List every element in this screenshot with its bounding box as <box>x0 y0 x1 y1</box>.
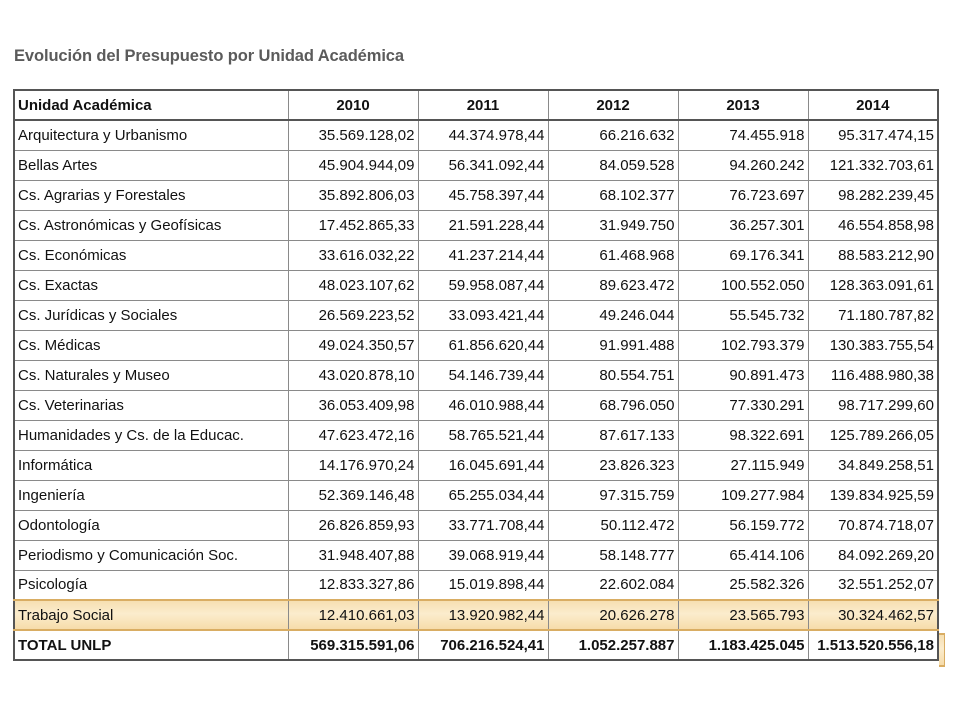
budget-value-cell: 97.315.759 <box>548 480 678 510</box>
table-row <box>14 600 938 630</box>
highlight-row-edge <box>939 633 945 667</box>
budget-value-cell: 95.317.474,15 <box>808 120 938 150</box>
unit-name-cell: Trabajo Social <box>14 600 288 630</box>
budget-table <box>13 89 939 661</box>
budget-value-cell: 21.591.228,44 <box>418 210 548 240</box>
budget-value-cell: 52.369.146,48 <box>288 480 418 510</box>
budget-value-cell: 569.315.591,06 <box>288 630 418 660</box>
column-header-year: 2011 <box>418 90 548 120</box>
budget-value-cell: 25.582.326 <box>678 570 808 600</box>
budget-value-cell: 23.565.793 <box>678 600 808 630</box>
total-row <box>14 630 938 660</box>
budget-value-cell: 100.552.050 <box>678 270 808 300</box>
budget-value-cell: 76.723.697 <box>678 180 808 210</box>
unit-name-cell: Informática <box>14 450 288 480</box>
budget-value-cell: 1.513.520.556,18 <box>808 630 938 660</box>
column-header-year: 2012 <box>548 90 678 120</box>
budget-value-cell: 102.793.379 <box>678 330 808 360</box>
budget-value-cell: 84.092.269,20 <box>808 540 938 570</box>
budget-value-cell: 33.616.032,22 <box>288 240 418 270</box>
budget-value-cell: 65.414.106 <box>678 540 808 570</box>
table-row <box>14 150 938 180</box>
budget-value-cell: 43.020.878,10 <box>288 360 418 390</box>
budget-value-cell: 36.257.301 <box>678 210 808 240</box>
budget-value-cell: 33.093.421,44 <box>418 300 548 330</box>
budget-value-cell: 12.833.327,86 <box>288 570 418 600</box>
budget-value-cell: 32.551.252,07 <box>808 570 938 600</box>
budget-value-cell: 45.904.944,09 <box>288 150 418 180</box>
budget-value-cell: 50.112.472 <box>548 510 678 540</box>
budget-value-cell: 26.569.223,52 <box>288 300 418 330</box>
table-row <box>14 480 938 510</box>
unit-name-cell: Cs. Exactas <box>14 270 288 300</box>
budget-value-cell: 47.623.472,16 <box>288 420 418 450</box>
budget-value-cell: 68.102.377 <box>548 180 678 210</box>
budget-value-cell: 46.010.988,44 <box>418 390 548 420</box>
budget-value-cell: 36.053.409,98 <box>288 390 418 420</box>
budget-value-cell: 54.146.739,44 <box>418 360 548 390</box>
budget-value-cell: 49.024.350,57 <box>288 330 418 360</box>
budget-value-cell: 22.602.084 <box>548 570 678 600</box>
budget-value-cell: 74.455.918 <box>678 120 808 150</box>
budget-value-cell: 23.826.323 <box>548 450 678 480</box>
budget-value-cell: 61.856.620,44 <box>418 330 548 360</box>
unit-name-cell: Cs. Económicas <box>14 240 288 270</box>
table-row <box>14 360 938 390</box>
table-row <box>14 540 938 570</box>
table-row <box>14 330 938 360</box>
budget-value-cell: 31.949.750 <box>548 210 678 240</box>
budget-value-cell: 35.569.128,02 <box>288 120 418 150</box>
table-row <box>14 510 938 540</box>
budget-value-cell: 69.176.341 <box>678 240 808 270</box>
budget-value-cell: 98.282.239,45 <box>808 180 938 210</box>
unit-name-cell: Periodismo y Comunicación Soc. <box>14 540 288 570</box>
budget-value-cell: 27.115.949 <box>678 450 808 480</box>
budget-value-cell: 139.834.925,59 <box>808 480 938 510</box>
budget-value-cell: 61.468.968 <box>548 240 678 270</box>
table-header-row <box>14 90 938 120</box>
budget-value-cell: 90.891.473 <box>678 360 808 390</box>
budget-value-cell: 20.626.278 <box>548 600 678 630</box>
budget-value-cell: 46.554.858,98 <box>808 210 938 240</box>
table-row <box>14 270 938 300</box>
budget-value-cell: 16.045.691,44 <box>418 450 548 480</box>
budget-value-cell: 49.246.044 <box>548 300 678 330</box>
budget-value-cell: 706.216.524,41 <box>418 630 548 660</box>
budget-value-cell: 35.892.806,03 <box>288 180 418 210</box>
budget-value-cell: 15.019.898,44 <box>418 570 548 600</box>
budget-value-cell: 48.023.107,62 <box>288 270 418 300</box>
budget-value-cell: 26.826.859,93 <box>288 510 418 540</box>
budget-value-cell: 70.874.718,07 <box>808 510 938 540</box>
budget-value-cell: 109.277.984 <box>678 480 808 510</box>
budget-value-cell: 1.183.425.045 <box>678 630 808 660</box>
budget-value-cell: 14.176.970,24 <box>288 450 418 480</box>
budget-value-cell: 30.324.462,57 <box>808 600 938 630</box>
unit-name-cell: Cs. Veterinarias <box>14 390 288 420</box>
budget-value-cell: 91.991.488 <box>548 330 678 360</box>
budget-value-cell: 88.583.212,90 <box>808 240 938 270</box>
unit-name-cell: Odontología <box>14 510 288 540</box>
budget-value-cell: 71.180.787,82 <box>808 300 938 330</box>
budget-value-cell: 31.948.407,88 <box>288 540 418 570</box>
budget-value-cell: 58.765.521,44 <box>418 420 548 450</box>
budget-value-cell: 66.216.632 <box>548 120 678 150</box>
table-body <box>14 120 938 660</box>
budget-value-cell: 98.717.299,60 <box>808 390 938 420</box>
budget-value-cell: 130.383.755,54 <box>808 330 938 360</box>
budget-value-cell: 56.341.092,44 <box>418 150 548 180</box>
budget-value-cell: 98.322.691 <box>678 420 808 450</box>
budget-value-cell: 34.849.258,51 <box>808 450 938 480</box>
unit-name-cell: Cs. Jurídicas y Sociales <box>14 300 288 330</box>
table-row <box>14 120 938 150</box>
table-row <box>14 300 938 330</box>
budget-value-cell: 59.958.087,44 <box>418 270 548 300</box>
budget-value-cell: 1.052.257.887 <box>548 630 678 660</box>
budget-value-cell: 116.488.980,38 <box>808 360 938 390</box>
table-row <box>14 240 938 270</box>
budget-value-cell: 55.545.732 <box>678 300 808 330</box>
column-header-year: 2014 <box>808 90 938 120</box>
budget-value-cell: 87.617.133 <box>548 420 678 450</box>
table-row <box>14 210 938 240</box>
page-title: Evolución del Presupuesto por Unidad Académica <box>14 47 404 65</box>
unit-name-cell: Cs. Agrarias y Forestales <box>14 180 288 210</box>
unit-name-cell: Cs. Naturales y Museo <box>14 360 288 390</box>
table-row <box>14 570 938 600</box>
budget-value-cell: 56.159.772 <box>678 510 808 540</box>
budget-value-cell: 12.410.661,03 <box>288 600 418 630</box>
unit-name-cell: TOTAL UNLP <box>14 630 288 660</box>
unit-name-cell: Cs. Médicas <box>14 330 288 360</box>
budget-value-cell: 128.363.091,61 <box>808 270 938 300</box>
budget-value-cell: 77.330.291 <box>678 390 808 420</box>
budget-value-cell: 125.789.266,05 <box>808 420 938 450</box>
budget-value-cell: 44.374.978,44 <box>418 120 548 150</box>
column-header-year: 2010 <box>288 90 418 120</box>
unit-name-cell: Psicología <box>14 570 288 600</box>
budget-value-cell: 17.452.865,33 <box>288 210 418 240</box>
budget-value-cell: 80.554.751 <box>548 360 678 390</box>
unit-name-cell: Ingeniería <box>14 480 288 510</box>
table-row <box>14 420 938 450</box>
budget-value-cell: 58.148.777 <box>548 540 678 570</box>
budget-value-cell: 39.068.919,44 <box>418 540 548 570</box>
table-row <box>14 450 938 480</box>
budget-value-cell: 41.237.214,44 <box>418 240 548 270</box>
unit-name-cell: Cs. Astronómicas y Geofísicas <box>14 210 288 240</box>
budget-value-cell: 94.260.242 <box>678 150 808 180</box>
budget-value-cell: 33.771.708,44 <box>418 510 548 540</box>
budget-value-cell: 89.623.472 <box>548 270 678 300</box>
unit-name-cell: Humanidades y Cs. de la Educac. <box>14 420 288 450</box>
budget-value-cell: 45.758.397,44 <box>418 180 548 210</box>
unit-name-cell: Bellas Artes <box>14 150 288 180</box>
column-header-year: 2013 <box>678 90 808 120</box>
table-row <box>14 180 938 210</box>
unit-name-cell: Arquitectura y Urbanismo <box>14 120 288 150</box>
budget-value-cell: 13.920.982,44 <box>418 600 548 630</box>
column-header-unit: Unidad Académica <box>14 90 288 120</box>
budget-value-cell: 121.332.703,61 <box>808 150 938 180</box>
budget-value-cell: 84.059.528 <box>548 150 678 180</box>
table-row <box>14 390 938 420</box>
budget-value-cell: 65.255.034,44 <box>418 480 548 510</box>
budget-value-cell: 68.796.050 <box>548 390 678 420</box>
